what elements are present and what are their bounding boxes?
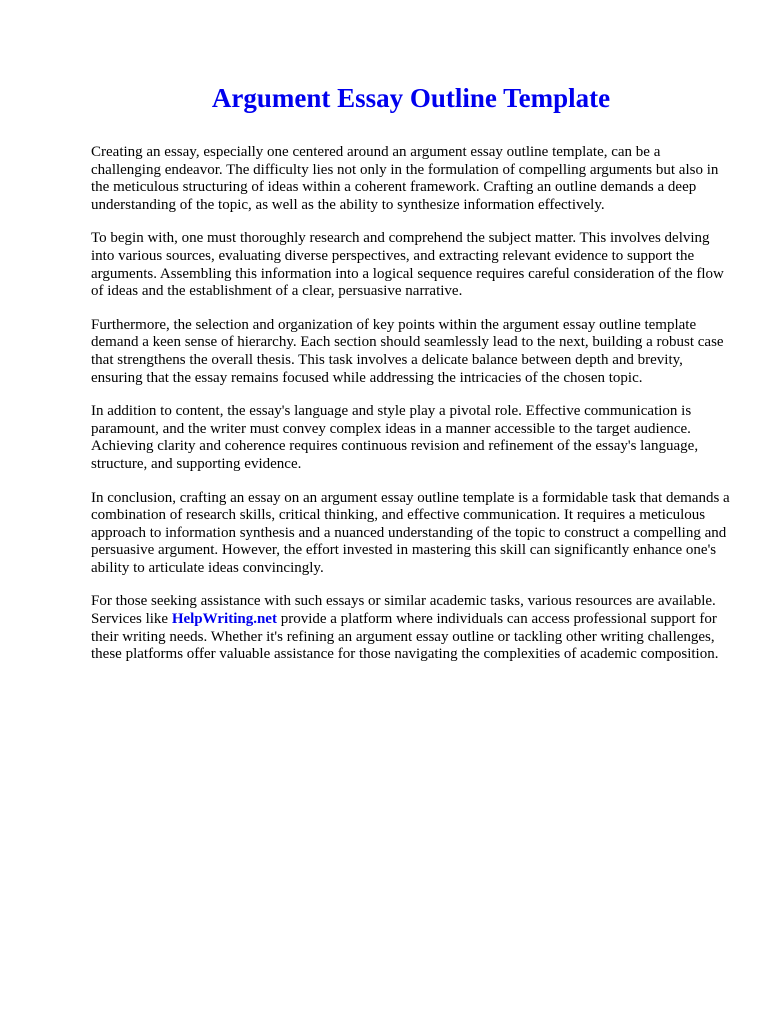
helpwriting-link[interactable]: HelpWriting.net [171, 611, 277, 628]
paragraph-conclusion: In conclusion, crafting an essay on an argument essay outline template is a formidable task that demands a combination of research skills, critical thinking, and effective communication. It requires a meticulous approach to information synthesis and a nuanced understanding of the topic to construct a compelling and persuasive argument. However, the effort invested in mastering this skill can significantly enhance one's ability to articulate ideas convincingly. [91, 489, 730, 576]
resources-text-after-link: provide a platform where individuals can access professional support for their writing needs. Whether it's refining an argument essay outline or tackling other writing challenges, these platforms offer valuable assistance for those navigating the complexities of academic composition. [91, 611, 719, 663]
paragraph-intro: Creating an essay, especially one centered around an argument essay outline template, can be a challenging endeavor. The difficulty lies not only in the formulation of compelling arguments but also in the meticulous structuring of ideas within a coherent framework. Crafting an outline demands a deep understanding of the topic, as well as the ability to synthesize information effectively. [91, 144, 719, 213]
paragraph-organization: Furthermore, the selection and organization of key points within the argument essay outline template demand a keen sense of hierarchy. Each section should seamlessly lead to the next, building a robust case that strengthens the overall thesis. This task involves a delicate balance between depth and brevity, ensuring that the essay remains focused while addressing the intricacies of the chosen topic. [91, 316, 724, 386]
document-page [91, 82, 731, 680]
document-title: Argument Essay Outline Template [211, 83, 611, 113]
paragraph-resources [91, 593, 731, 663]
paragraph-research: To begin with, one must thoroughly research and comprehend the subject matter. This involves delving into various sources, evaluating diverse perspectives, and extracting relevant evidence to support the arguments. Assembling this information into a logical sequence requires careful consideration of the flow of ideas and the establishment of a clear, persuasive narrative. [91, 230, 724, 300]
resources-text-before-link: For those seeking assistance with such essays or similar academic tasks, various resources are available. Services like [91, 593, 716, 628]
paragraph-language-style: In addition to content, the essay's language and style play a pivotal role. Effective communication is paramount, and the writer must convey complex ideas in a manner accessible to the target audience. Achieving clarity and coherence requires continuous revision and refinement of the essay's language, structure, and supporting evidence. [91, 403, 699, 472]
